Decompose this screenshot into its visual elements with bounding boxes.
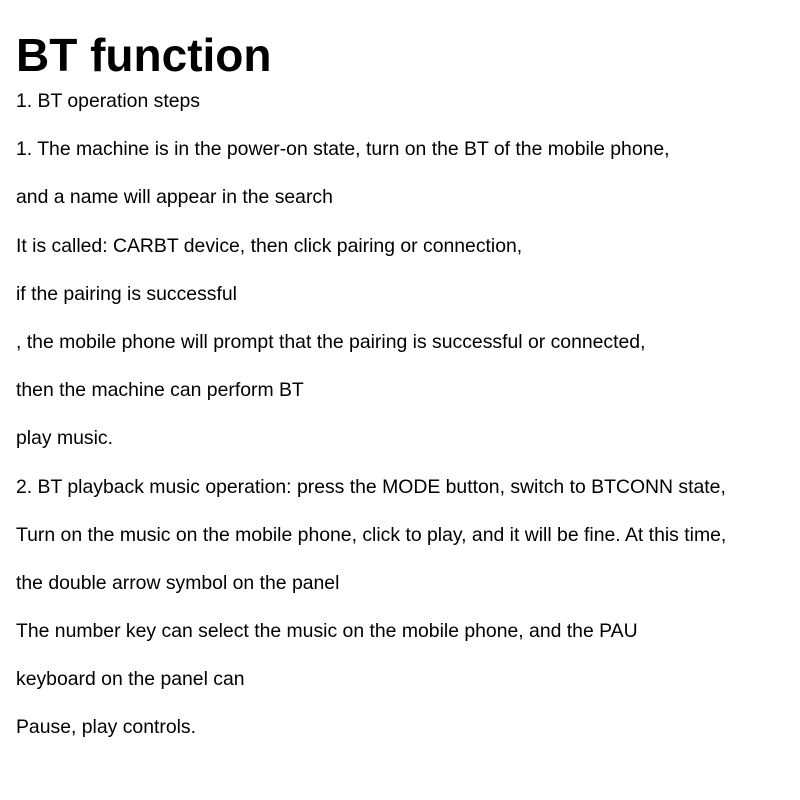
text-line: 2. BT playback music operation: press the MODE button, switch to BTCONN state, [16, 475, 726, 498]
text-line: Turn on the music on the mobile phone, click to play, and it will be fine. At this time, [16, 523, 727, 546]
text-line: then the machine can perform BT [16, 379, 304, 402]
text-line: , the mobile phone will prompt that the pairing is successful or connected, [16, 330, 646, 353]
text-line: 1. BT operation steps [16, 90, 200, 112]
text-line: The number key can select the music on the mobile phone, and the PAU [16, 620, 638, 643]
text-line: Pause, play controls. [16, 716, 196, 739]
text-line: the double arrow symbol on the panel [16, 571, 340, 594]
text-line: keyboard on the panel can [16, 668, 245, 691]
text-line: and a name will appear in the search [16, 186, 333, 209]
text-line: It is called: CARBT device, then click pairing or connection, [16, 234, 523, 257]
text-line: play music. [16, 427, 113, 450]
text-line: 1. The machine is in the power-on state, turn on the BT of the mobile phone, [16, 138, 670, 161]
instruction-lines [16, 88, 726, 763]
text-line: if the pairing is successful [16, 282, 237, 305]
document-page [16, 0, 792, 800]
document-title: BT function [16, 29, 272, 81]
